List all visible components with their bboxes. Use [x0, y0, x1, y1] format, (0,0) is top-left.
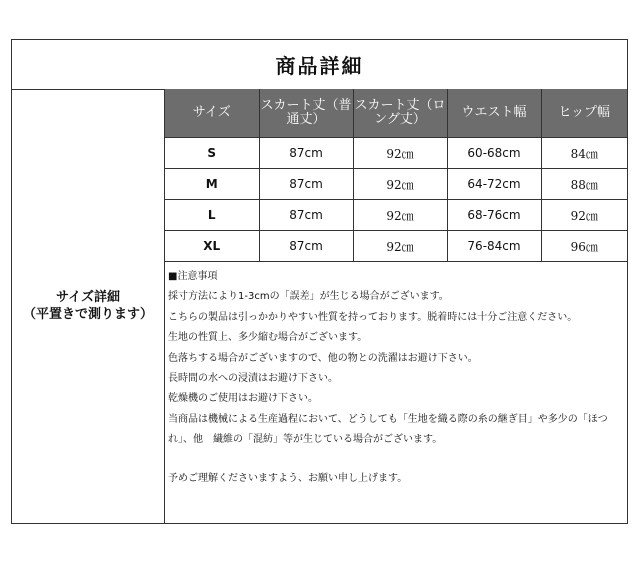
table-row: [165, 231, 627, 262]
note-line: 色落ちする場合がございますので、他の物との洗濯はお避け下さい。: [168, 352, 478, 364]
product-details-frame: [11, 39, 628, 524]
skirt-long-cell: 92㎝: [353, 200, 447, 231]
size-cell: L: [165, 200, 259, 231]
table-row: [165, 200, 627, 231]
header-skirt-long: スカート丈（ロング丈）: [353, 89, 447, 138]
size-details-label: [12, 89, 165, 523]
size-table-header-row: [165, 89, 627, 138]
size-details-title: サイズ詳細: [56, 290, 120, 305]
note-line: 採寸方法により1-3cmの「誤差」が生じる場合がございます。: [168, 291, 449, 303]
table-row: [165, 138, 627, 169]
size-cell: XL: [165, 231, 259, 262]
note-line: 生地の性質上、多少縮む場合がございます。: [168, 332, 368, 344]
note-line: 当商品は機械による生産過程において、どうしても「生地を織る際の糸の継ぎ目」や多少の「ほつれ」、他 繊維の「混紡」等が生じている場合がございます。: [168, 413, 608, 446]
size-cell: S: [165, 138, 259, 169]
note-line: 長時間の水への浸漬はお避け下さい。: [168, 373, 338, 385]
table-row: [165, 169, 627, 200]
skirt-regular-cell: 87cm: [259, 169, 353, 200]
waist-cell: 76-84cm: [447, 231, 541, 262]
hip-cell: 84㎝: [541, 138, 627, 169]
skirt-regular-cell: 87cm: [259, 200, 353, 231]
waist-cell: 60-68cm: [447, 138, 541, 169]
hip-cell: 88㎝: [541, 169, 627, 200]
hip-cell: 92㎝: [541, 200, 627, 231]
waist-cell: 68-76cm: [447, 200, 541, 231]
notes-heading: ■注意事項: [168, 271, 218, 282]
waist-cell: 64-72cm: [447, 169, 541, 200]
skirt-long-cell: 92㎝: [353, 138, 447, 169]
skirt-regular-cell: 87cm: [259, 231, 353, 262]
notes-spacer: [168, 451, 624, 469]
header-size: サイズ: [165, 89, 259, 138]
skirt-long-cell: 92㎝: [353, 231, 447, 262]
header-waist: ウエスト幅: [447, 89, 541, 138]
note-line: 乾燥機のご使用はお避け下さい。: [168, 393, 318, 405]
size-details-subtitle: （平置きで測ります）: [22, 307, 153, 322]
header-hip: ヒップ幅: [541, 89, 627, 138]
header-skirt-regular: スカート丈（普通丈）: [259, 89, 353, 138]
size-cell: M: [165, 169, 259, 200]
hip-cell: 96㎝: [541, 231, 627, 262]
care-notes: [165, 261, 624, 489]
page-title: 商品詳細: [12, 40, 627, 90]
skirt-regular-cell: 87cm: [259, 138, 353, 169]
size-table: [165, 89, 627, 262]
notes-closing: 予めご理解くださいますよう、お願い申し上げます。: [168, 472, 408, 484]
skirt-long-cell: 92㎝: [353, 169, 447, 200]
note-line: こちらの製品は引っかかりやすい性質を持っております。脱着時には十分ご注意ください。: [168, 311, 578, 323]
